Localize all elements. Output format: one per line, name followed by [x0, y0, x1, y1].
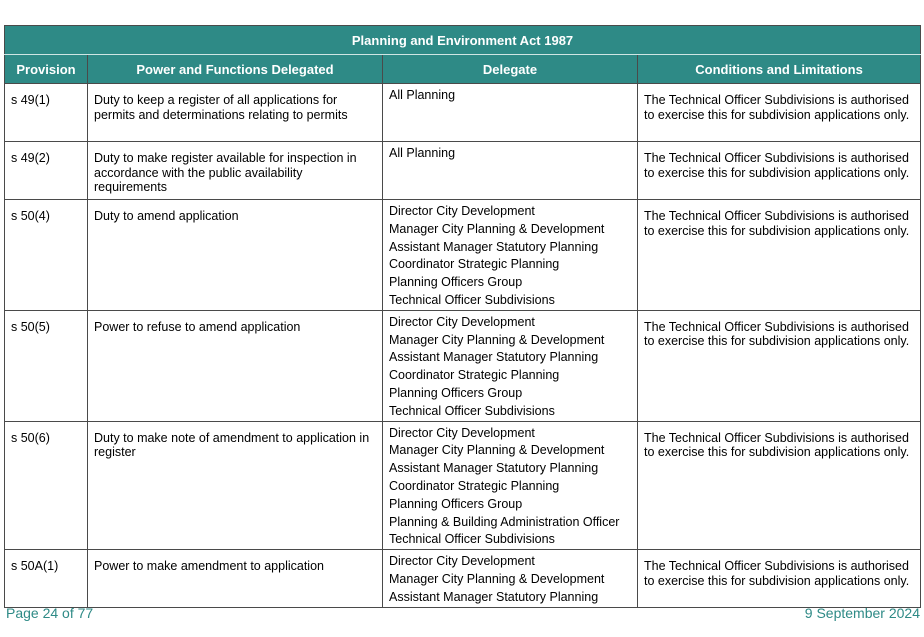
- power-cell: Duty to make note of amendment to application in register: [88, 421, 383, 550]
- table-row: [5, 84, 921, 142]
- delegate-item: All Planning: [389, 146, 456, 160]
- delegate-cell: [383, 550, 638, 608]
- conditions-cell: The Technical Officer Subdivisions is authorised to exercise this for subdivision applications only.: [638, 421, 921, 550]
- delegate-item: Assistant Manager Statutory Planning: [389, 239, 599, 254]
- power-cell: Duty to keep a register of all applications for permits and determinations relating to permits: [88, 84, 383, 142]
- delegate-item: Coordinator Strategic Planning: [389, 478, 560, 493]
- table-title: Planning and Environment Act 1987: [5, 26, 921, 55]
- delegate-item: Director City Development: [389, 425, 535, 440]
- provision-cell: s 50(4): [5, 200, 88, 311]
- delegate-cell: [383, 142, 638, 200]
- provision-cell: s 50(5): [5, 310, 88, 421]
- conditions-cell: The Technical Officer Subdivisions is authorised to exercise this for subdivision applications only.: [638, 200, 921, 311]
- delegate-item: Technical Officer Subdivisions: [389, 532, 555, 547]
- provision-cell: s 49(1): [5, 84, 88, 142]
- column-header-power: Power and Functions Delegated: [88, 55, 383, 84]
- table-row: [5, 200, 921, 311]
- provision-cell: s 49(2): [5, 142, 88, 200]
- delegate-item: Technical Officer Subdivisions: [389, 403, 555, 418]
- delegate-item: Planning Officers Group: [389, 385, 523, 400]
- table-row: [5, 310, 921, 421]
- delegate-item: All Planning: [389, 88, 456, 102]
- conditions-cell: The Technical Officer Subdivisions is authorised to exercise this for subdivision applications only.: [638, 142, 921, 200]
- delegation-table: [4, 25, 921, 608]
- delegate-item: Director City Development: [389, 554, 535, 569]
- delegate-item: Assistant Manager Statutory Planning: [389, 461, 599, 476]
- column-header-conditions: Conditions and Limitations: [638, 55, 921, 84]
- document-date: 9 September 2024: [804, 605, 920, 621]
- delegate-item: Coordinator Strategic Planning: [389, 368, 560, 383]
- page-number: Page 24 of 77: [6, 605, 94, 621]
- provision-cell: s 50(6): [5, 421, 88, 550]
- conditions-cell: The Technical Officer Subdivisions is authorised to exercise this for subdivision applications only.: [638, 550, 921, 608]
- conditions-cell: The Technical Officer Subdivisions is authorised to exercise this for subdivision applications only.: [638, 84, 921, 142]
- delegate-cell: [383, 200, 638, 311]
- delegate-cell: [383, 310, 638, 421]
- delegate-item: Technical Officer Subdivisions: [389, 292, 555, 307]
- delegate-item: Assistant Manager Statutory Planning: [389, 589, 599, 604]
- delegate-item: Manager City Planning & Development: [389, 571, 605, 586]
- delegate-item: Manager City Planning & Development: [389, 332, 605, 347]
- delegate-item: Assistant Manager Statutory Planning: [389, 350, 599, 365]
- column-header-delegate: Delegate: [383, 55, 638, 84]
- delegate-item: Planning & Building Administration Officer: [389, 514, 620, 529]
- power-cell: Duty to make register available for inspection in accordance with the public availability requirements: [88, 142, 383, 200]
- table-row: [5, 142, 921, 200]
- delegate-item: Director City Development: [389, 314, 535, 329]
- conditions-cell: The Technical Officer Subdivisions is authorised to exercise this for subdivision applications only.: [638, 310, 921, 421]
- table-row: [5, 550, 921, 608]
- delegate-item: Planning Officers Group: [389, 275, 523, 290]
- delegate-item: Coordinator Strategic Planning: [389, 257, 560, 272]
- column-header-provision: Provision: [5, 55, 88, 84]
- delegate-item: Manager City Planning & Development: [389, 443, 605, 458]
- delegate-cell: [383, 84, 638, 142]
- delegate-item: Director City Development: [389, 204, 535, 218]
- provision-cell: s 50A(1): [5, 550, 88, 608]
- power-cell: Duty to amend application: [88, 200, 383, 311]
- power-cell: Power to make amendment to application: [88, 550, 383, 608]
- delegate-cell: [383, 421, 638, 550]
- delegate-item: Manager City Planning & Development: [389, 221, 605, 236]
- delegate-item: Planning Officers Group: [389, 496, 523, 511]
- power-cell: Power to refuse to amend application: [88, 310, 383, 421]
- table-row: [5, 421, 921, 550]
